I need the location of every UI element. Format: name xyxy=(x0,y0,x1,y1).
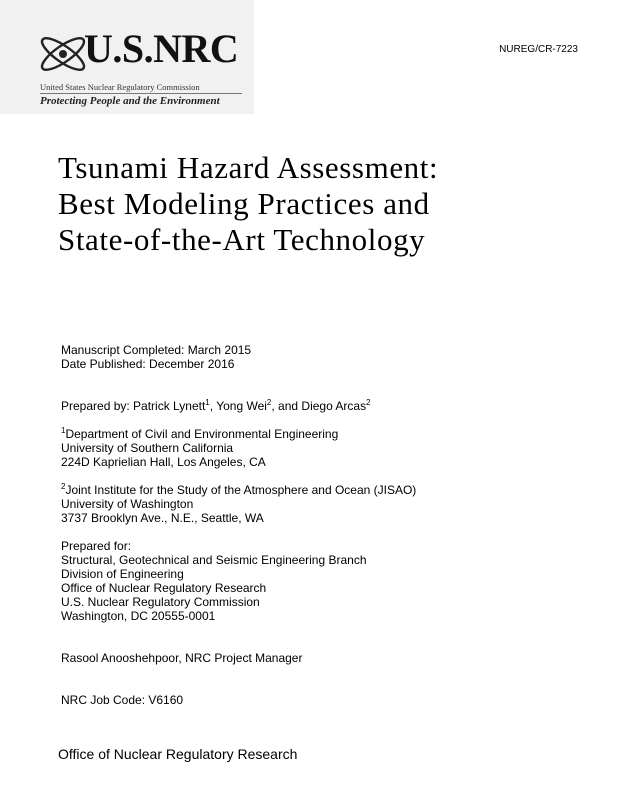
affiliation-2-university: University of Washington xyxy=(61,497,194,511)
project-manager: Rasool Anooshehpoor, NRC Project Manager xyxy=(61,651,303,665)
affiliation-1-department: Department of Civil and Environmental Engineering xyxy=(65,427,339,441)
affiliation-1-university: University of Southern California xyxy=(61,441,234,455)
author-3: , and Diego Arcas xyxy=(271,399,367,413)
affiliation-2-institute: Joint Institute for the Study of the Atmosphere and Ocean (JISAO) xyxy=(65,483,417,497)
prepared-for-office: Office of Nuclear Regulatory Research xyxy=(61,581,267,595)
footer-office: Office of Nuclear Regulatory Research xyxy=(58,746,298,762)
affiliation-2-address: 3737 Brooklyn Ave., N.E., Seattle, WA xyxy=(61,511,264,525)
affiliation-2-marker: 2 xyxy=(61,482,66,491)
prepared-for-commission: U.S. Nuclear Regulatory Commission xyxy=(61,595,260,609)
affiliation-1 xyxy=(61,427,338,469)
prepared-for-division: Division of Engineering xyxy=(61,567,184,581)
report-number: NUREG/CR-7223 xyxy=(499,44,578,55)
publication-dates xyxy=(61,343,251,371)
job-code: NRC Job Code: V6160 xyxy=(61,693,184,707)
title-line-2: Best Modeling Practices and xyxy=(58,186,430,221)
nrc-logo xyxy=(0,0,254,114)
authors-line xyxy=(61,399,371,413)
affiliation-1-address: 224D Kaprielian Hall, Los Angeles, CA xyxy=(61,455,266,469)
date-published: Date Published: December 2016 xyxy=(61,357,235,371)
report-title xyxy=(58,150,578,258)
manuscript-completed: Manuscript Completed: March 2015 xyxy=(61,343,252,357)
logo-slogan: Protecting People and the Environment xyxy=(40,95,220,107)
prepared-for-address: Washington, DC 20555-0001 xyxy=(61,609,216,623)
author-2-affiliation: 2 xyxy=(266,398,272,407)
title-line-3: State-of-the-Art Technology xyxy=(58,222,426,257)
author-1-affiliation: 1 xyxy=(205,398,210,407)
prepared-for xyxy=(61,539,367,623)
prepared-for-label: Prepared for: xyxy=(61,539,132,553)
prepared-for-branch: Structural, Geotechnical and Seismic Engineering Branch xyxy=(61,553,367,567)
authors-prefix: Prepared by: Patrick Lynett xyxy=(61,399,206,413)
author-3-affiliation: 2 xyxy=(366,398,371,407)
logo-divider xyxy=(40,93,242,94)
title-line-1: Tsunami Hazard Assessment: xyxy=(58,150,439,185)
affiliation-2 xyxy=(61,483,416,525)
author-2: , Yong Wei xyxy=(209,399,267,413)
affiliation-1-marker: 1 xyxy=(61,426,66,435)
logo-name: U.S.NRC xyxy=(84,26,239,71)
atom-icon xyxy=(36,28,90,80)
logo-subtitle: United States Nuclear Regulatory Commission xyxy=(40,82,200,92)
